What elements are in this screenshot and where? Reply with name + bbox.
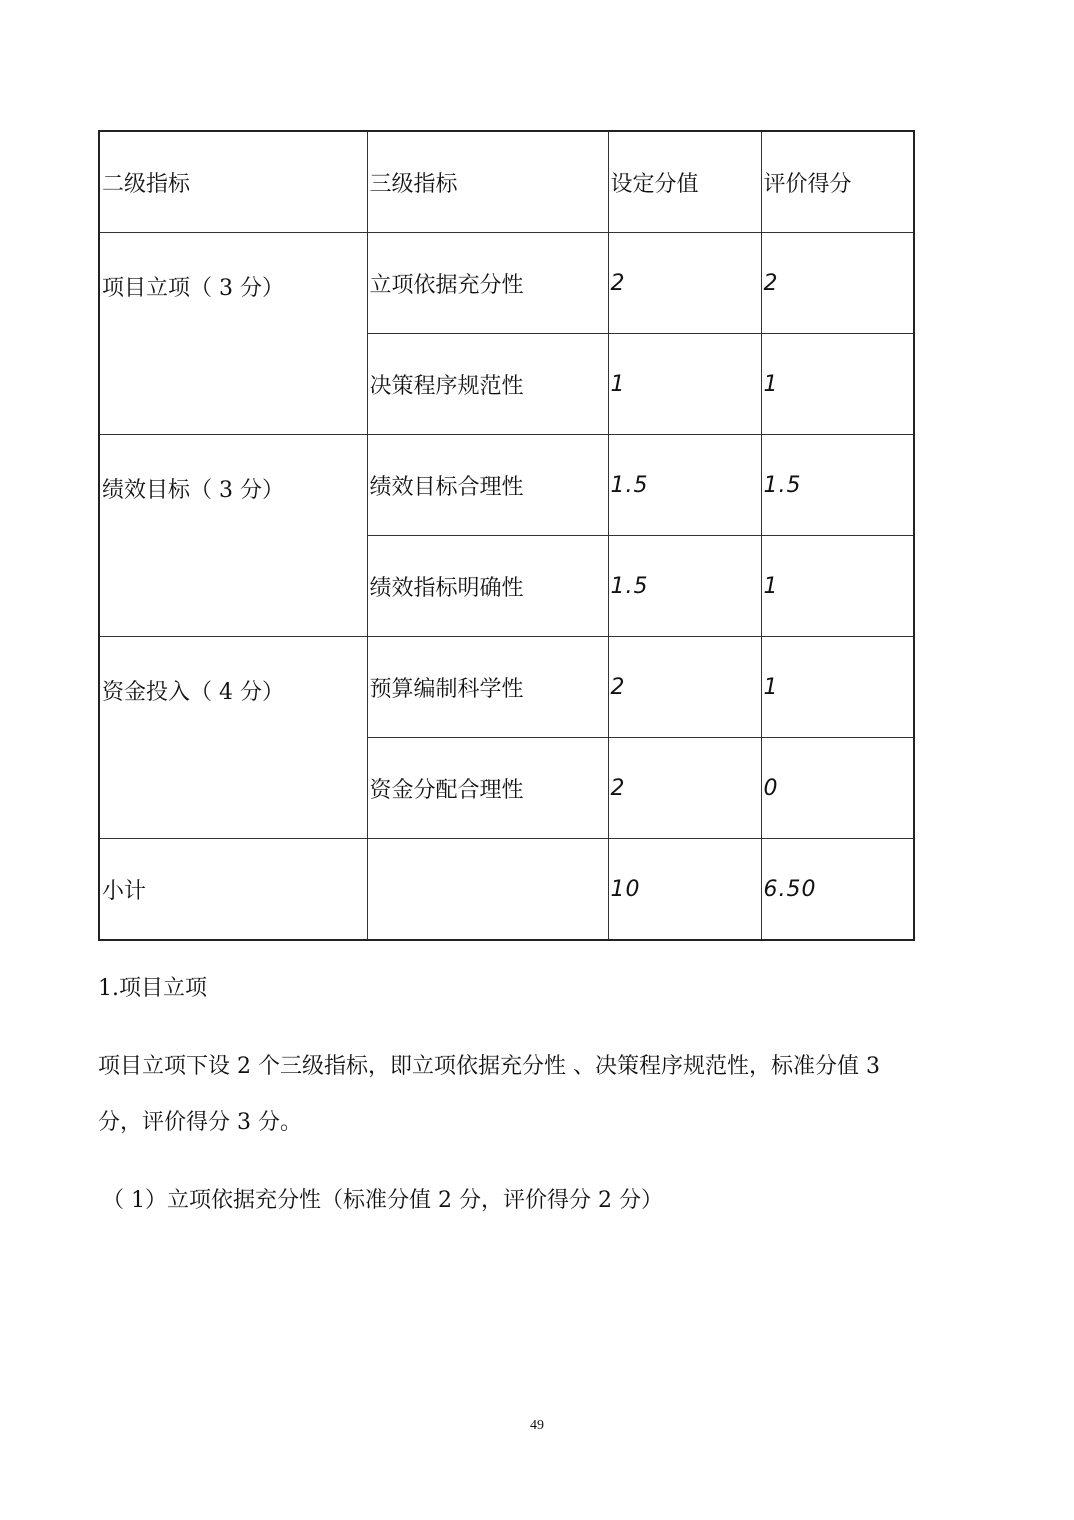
set-score-cell: 1.5: [608, 435, 761, 536]
group-label: 项目立项（ 3 分）: [99, 233, 367, 435]
set-score-cell: 1.5: [608, 536, 761, 637]
indicator-cell: 绩效指标明确性: [367, 536, 608, 637]
subtotal-label: 小计: [99, 839, 367, 941]
table-header-row: [99, 131, 914, 233]
header-set-score: 设定分值: [608, 131, 761, 233]
eval-score-cell: 2: [761, 233, 914, 334]
indicator-cell: 决策程序规范性: [367, 334, 608, 435]
set-score-cell: 2: [608, 233, 761, 334]
sub-item-heading: （ 1）立项依据充分性（标准分值 2 分，评价得分 2 分）: [102, 1188, 663, 1213]
set-score-cell: 2: [608, 637, 761, 738]
eval-score-cell: 1: [761, 334, 914, 435]
header-level2-indicator: 二级指标: [99, 131, 367, 233]
indicator-cell: 立项依据充分性: [367, 233, 608, 334]
group-label: 资金投入（ 4 分）: [99, 637, 367, 839]
set-score-cell: 1: [608, 334, 761, 435]
subtotal-row: [99, 839, 914, 941]
paragraph-line-2: 分，评价得分 3 分。: [98, 1110, 302, 1135]
indicator-cell: 绩效目标合理性: [367, 435, 608, 536]
indicator-cell: 预算编制科学性: [367, 637, 608, 738]
eval-score-cell: 1: [761, 637, 914, 738]
subtotal-eval-score: 6.50: [761, 839, 914, 941]
group-label: 绩效目标（ 3 分）: [99, 435, 367, 637]
eval-score-cell: 1: [761, 536, 914, 637]
section-heading: 1.项目立项: [98, 976, 207, 1001]
header-level3-indicator: 三级指标: [367, 131, 608, 233]
eval-score-cell: 0: [761, 738, 914, 839]
table-row: [99, 637, 914, 738]
subtotal-indicator: [367, 839, 608, 941]
header-eval-score: 评价得分: [761, 131, 914, 233]
eval-score-cell: 1.5: [761, 435, 914, 536]
table-row: [99, 435, 914, 536]
indicator-cell: 资金分配合理性: [367, 738, 608, 839]
page-number: 49: [530, 1418, 544, 1433]
paragraph-line-1: 项目立项下设 2 个三级指标，即立项依据充分性 、决策程序规范性，标准分值 3: [98, 1054, 880, 1079]
table-row: [99, 233, 914, 334]
subtotal-set-score: 10: [608, 839, 761, 941]
score-table: [98, 130, 915, 941]
set-score-cell: 2: [608, 738, 761, 839]
